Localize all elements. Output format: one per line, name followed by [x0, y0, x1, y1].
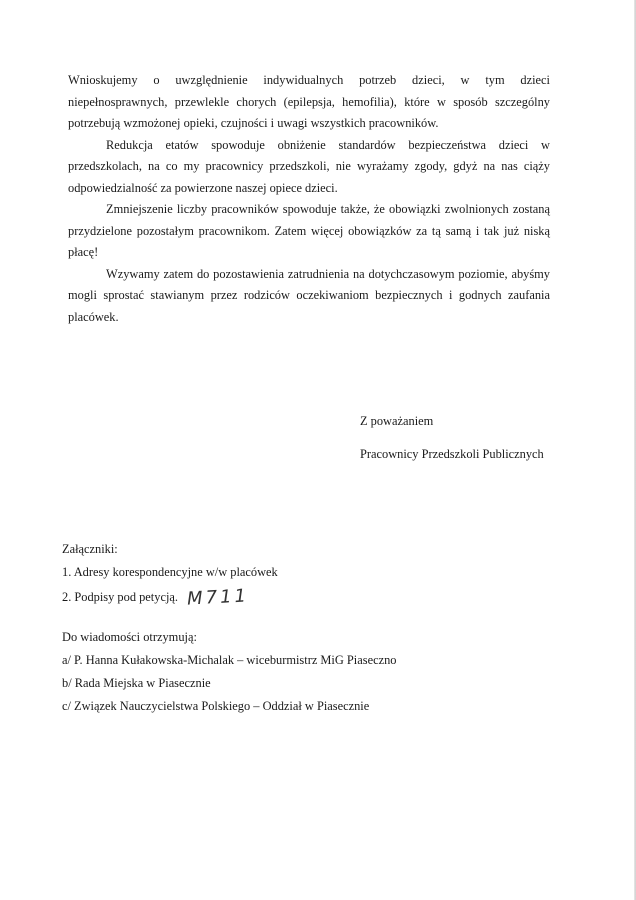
handwritten-note: M711	[186, 585, 250, 610]
signatory-name: Pracownicy Przedszkoli Publicznych	[360, 447, 544, 461]
attachment-item: 1. Adresy korespondencyjne w/w placówek	[62, 565, 278, 579]
copy-recipient: c/ Związek Nauczycielstwa Polskiego – Oddział w Piasecznie	[62, 699, 370, 713]
paragraph-appeal: Wzywamy zatem do pozostawienia zatrudnienia na dotychczasowym poziomie, abyśmy mogli sprostać stawianym przez rodziców oczekiwaniom bezpiecznych i godnych zaufania placówek.	[68, 266, 550, 324]
copy-recipient: b/ Rada Miejska w Piasecznie	[62, 676, 211, 690]
copies-heading: Do wiadomości otrzymują:	[62, 630, 197, 644]
attachments-heading: Załączniki:	[62, 542, 118, 556]
attachment-item	[62, 584, 278, 609]
attachments-section	[62, 538, 278, 609]
letter-body	[68, 70, 550, 328]
signature-block	[360, 405, 544, 471]
closing-salutation: Z poważaniem	[360, 414, 434, 428]
paragraph-staff-reduction: Redukcja etatów spowoduje obniżenie standardów bezpieczeństwa dzieci w przedszkolach, na co my pracownicy przedszkoli, nie wyrażamy zgody, gdyż na nas ciąży odpowiedzialność za powierzone naszej opiece dzieci.	[68, 137, 550, 195]
attachment-item-label: 2. Podpisy pod petycją.	[62, 590, 178, 604]
copy-recipient: a/ P. Hanna Kułakowska-Michalak – wiceburmistrz MiG Piaseczno	[62, 653, 397, 667]
paragraph-workload: Zmniejszenie liczby pracowników spowoduje także, że obowiązki zwolnionych zostaną przydzielone pozostałym pracownikom. Zatem więcej obowiązków za tą samą i tak już niską płacę!	[68, 202, 550, 259]
copies-section	[62, 626, 396, 718]
paragraph-individual-needs: Wnioskujemy o uwzględnienie indywidualnych potrzeb dzieci, w tym dzieci niepełnosprawnych, przewlekle chorych (epilepsja, hemofilia), które w sposób szczególny potrzebują wzmożonej opieki, czujności i uwagi wszystkich pracowników.	[68, 73, 550, 130]
